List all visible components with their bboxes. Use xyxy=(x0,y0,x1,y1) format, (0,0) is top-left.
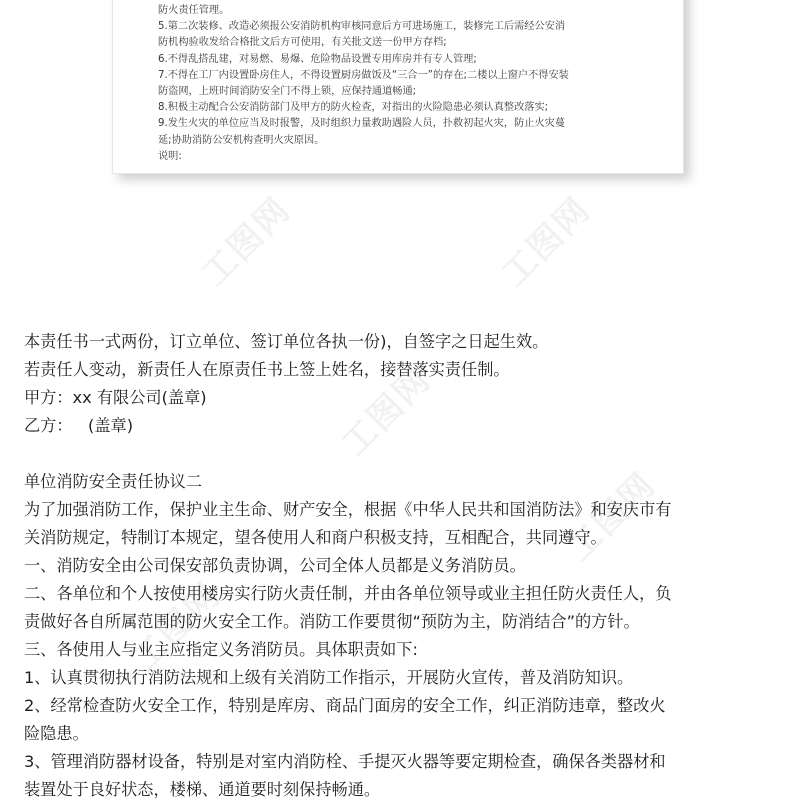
card-line: 6.不得乱搭乱建，对易燃、易爆、危险物品设置专用库房并有专人管理; xyxy=(158,53,477,65)
body-line: 装置处于良好状态，楼梯、通道要时刻保持畅通。 xyxy=(24,780,381,799)
watermark: 工图网 xyxy=(124,574,229,680)
document-body xyxy=(24,328,784,804)
party-b-line: 乙方： (盖章) xyxy=(24,416,134,435)
body-line: 险隐患。 xyxy=(24,724,89,743)
card-line: 8.积极主动配合公安消防部门及甲方的防火检查，对指出的火险隐患必须认真整改落实; xyxy=(158,102,549,114)
body-line: 本责任书一式两份，订立单位、签订单位各执一份)，自签字之日起生效。 xyxy=(24,332,549,351)
card-line: 9.发生火灾的单位应当及时报警，及时组织力量救助遇险人员，扑救初起火灾，防止火灾蔓 xyxy=(158,118,566,130)
body-line: 为了加强消防工作，保护业主生命、财产安全，根据《中华人民共和国消防法》和安庆市有 xyxy=(24,500,672,519)
body-line: 2、经常检查防火安全工作，特别是库房、商品门面房的安全工作，纠正消防违章，整改火 xyxy=(24,696,666,715)
card-line: 说明: xyxy=(158,150,182,162)
watermark: 工图网 xyxy=(494,189,599,295)
blank-line xyxy=(24,440,784,468)
watermark: 工图网 xyxy=(334,359,439,465)
watermark: 工图网 xyxy=(194,189,299,295)
body-line: 一、消防安全由公司保安部负责协调，公司全体人员都是义务消防员。 xyxy=(24,556,526,575)
card-line: 延;协助消防公安机构查明火灾原因。 xyxy=(158,134,325,146)
watermark: 工图网 xyxy=(559,464,664,570)
section-title: 单位消防安全责任协议二 xyxy=(24,472,203,491)
card-line: 5.第二次装修、改造必须报公安消防机构审核同意后方可进场施工，装修完工后需经公安消 xyxy=(158,21,566,33)
body-line: 三、各使用人与业主应指定义务消防员。具体职责如下: xyxy=(24,640,418,659)
card-line: 防机构验收发给合格批文后方可使用，有关批文送一份甲方存档; xyxy=(158,37,447,49)
body-line: 若责任人变动，新责任人在原责任书上签上姓名，接替落实责任制。 xyxy=(24,360,510,379)
body-line: 关消防规定，特制订本规定，望各使用人和商户积极支持，互相配合，共同遵守。 xyxy=(24,528,607,547)
document-card-text xyxy=(158,3,663,165)
card-line: 7.不得在工厂内设置卧房住人，不得设置厨房做饭及“三合一”的存在;二楼以上窗户不得安装 xyxy=(158,69,569,81)
body-line: 1、认真贯彻执行消防法规和上级有关消防工作指示，开展防火宣传，普及消防知识。 xyxy=(24,668,634,687)
body-line: 责做好各自所属范围的防火安全工作。消防工作要贯彻“预防为主，防消结合”的方针。 xyxy=(24,612,640,631)
document-card xyxy=(112,0,684,174)
body-line: 二、各单位和个人按使用楼房实行防火责任制，并由各单位领导或业主担任防火责任人，负 xyxy=(24,584,672,603)
body-line: 3、管理消防器材设备，特别是对室内消防栓、手提灭火器等要定期检查，确保各类器材和 xyxy=(24,752,666,771)
party-a-line: 甲方：xx 有限公司(盖章) xyxy=(24,388,207,407)
card-line: 防火责任管理。 xyxy=(158,5,230,16)
card-line: 防盗网，上班时间消防安全门不得上锁，应保持通道畅通; xyxy=(158,86,417,98)
